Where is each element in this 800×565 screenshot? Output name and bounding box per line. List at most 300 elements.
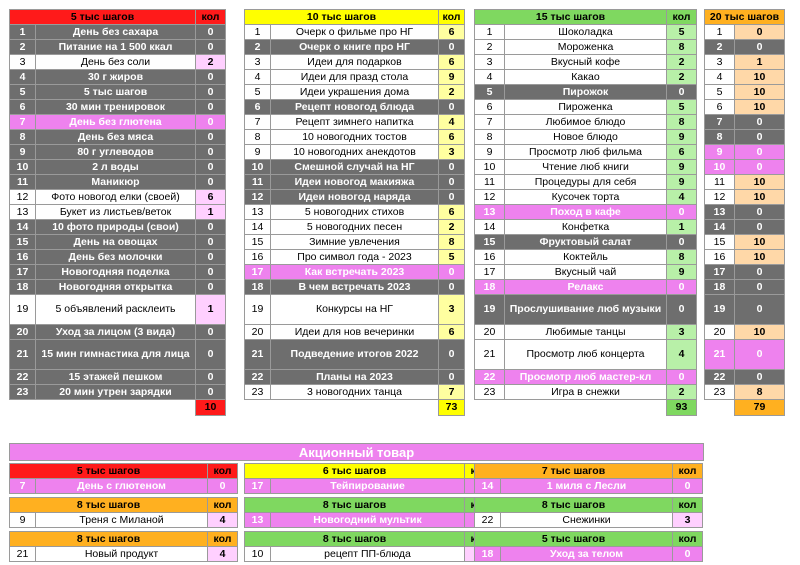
row-number: 10 (245, 159, 271, 174)
row-number: 5 (10, 84, 36, 99)
row-number: 12 (475, 189, 505, 204)
task-name: Идеи для подарков (271, 54, 439, 69)
section-title: 15 тыс шагов (475, 10, 667, 25)
table-row (245, 219, 465, 234)
table-row (705, 24, 785, 39)
table-row (475, 279, 697, 294)
table-row (705, 339, 785, 369)
task-count[interactable]: 0 (196, 99, 226, 114)
task-count[interactable]: 9 (439, 69, 465, 84)
row-number: 9 (245, 144, 271, 159)
task-name: Шоколадка (505, 24, 667, 39)
task-count[interactable]: 0 (735, 219, 785, 234)
table-row (705, 324, 785, 339)
row-number: 5 (705, 84, 735, 99)
promo-item (244, 497, 495, 528)
task-count[interactable]: 0 (667, 294, 697, 324)
task-name: Идеи для празд стола (271, 69, 439, 84)
task-count[interactable]: 0 (735, 144, 785, 159)
task-count[interactable]: 2 (439, 219, 465, 234)
task-count[interactable]: 0 (196, 264, 226, 279)
kol-header: кол (673, 464, 703, 479)
task-name: Поход в кафе (505, 204, 667, 219)
task-name: Новогодний мультик (271, 513, 465, 528)
row-number: 9 (10, 144, 36, 159)
task-name: 30 мин тренировок (36, 99, 196, 114)
promo-title: 8 тыс шагов (10, 532, 208, 547)
row-number: 18 (705, 279, 735, 294)
task-count[interactable]: 10 (735, 249, 785, 264)
row-number: 1 (245, 24, 271, 39)
table-row (10, 144, 226, 159)
table-row (705, 159, 785, 174)
table-row (705, 54, 785, 69)
task-count[interactable]: 0 (439, 369, 465, 384)
row-number: 12 (10, 189, 36, 204)
task-count[interactable]: 0 (667, 84, 697, 99)
table-row (245, 159, 465, 174)
row-number: 18 (475, 279, 505, 294)
task-name: Пироженка (505, 99, 667, 114)
task-count[interactable]: 0 (735, 159, 785, 174)
table-row (475, 144, 697, 159)
task-count[interactable]: 9 (667, 129, 697, 144)
task-count[interactable]: 0 (196, 219, 226, 234)
task-count[interactable]: 0 (673, 547, 703, 562)
table-row (475, 547, 703, 562)
task-count[interactable]: 0 (196, 384, 226, 399)
row-number: 15 (705, 234, 735, 249)
table-row (705, 174, 785, 189)
table-row (705, 39, 785, 54)
task-name: 10 фото природы (свои) (36, 219, 196, 234)
task-count[interactable]: 10 (735, 99, 785, 114)
task-count[interactable]: 0 (196, 339, 226, 369)
task-count[interactable]: 3 (439, 144, 465, 159)
task-count[interactable]: 2 (196, 54, 226, 69)
table-row (10, 114, 226, 129)
kol-header: кол (208, 498, 238, 513)
task-count[interactable]: 0 (735, 294, 785, 324)
table-row (10, 84, 226, 99)
row-number: 6 (705, 99, 735, 114)
promo-item (474, 463, 703, 494)
row-number: 4 (475, 69, 505, 84)
task-count[interactable]: 2 (667, 54, 697, 69)
task-count[interactable]: 6 (196, 189, 226, 204)
row-number: 5 (245, 84, 271, 99)
task-count[interactable]: 0 (735, 264, 785, 279)
table-row (10, 189, 226, 204)
promo-item (9, 463, 238, 494)
task-name: Просмотр люб фильма (505, 144, 667, 159)
task-name: 2 л воды (36, 159, 196, 174)
task-name: День с глютеном (36, 479, 208, 494)
table-row (245, 324, 465, 339)
promo-item (244, 531, 495, 562)
promo-header (245, 464, 495, 479)
task-count[interactable]: 9 (667, 159, 697, 174)
table-row (705, 234, 785, 249)
table-row (245, 189, 465, 204)
table-row (475, 479, 703, 494)
task-count[interactable]: 0 (196, 234, 226, 249)
kol-header: кол (673, 498, 703, 513)
task-count[interactable]: 0 (439, 189, 465, 204)
task-name: Идеи украшения дома (271, 84, 439, 99)
row-number: 19 (10, 294, 36, 324)
row-number: 14 (705, 219, 735, 234)
task-name: 15 этажей пешком (36, 369, 196, 384)
row-number: 21 (705, 339, 735, 369)
promo-item (474, 497, 703, 528)
row-number: 9 (705, 144, 735, 159)
row-number: 13 (10, 204, 36, 219)
row-number: 11 (245, 174, 271, 189)
task-count[interactable]: 8 (667, 114, 697, 129)
total-row (10, 399, 226, 415)
task-name: Подведение итогов 2022 (271, 339, 439, 369)
row-number: 3 (10, 54, 36, 69)
table-row (245, 369, 465, 384)
task-count[interactable]: 2 (667, 384, 697, 399)
section-total: 79 (735, 399, 785, 415)
table-row (705, 369, 785, 384)
task-count[interactable]: 8 (439, 234, 465, 249)
table-row (475, 339, 697, 369)
section-header (10, 10, 226, 25)
row-number: 2 (245, 39, 271, 54)
row-number: 8 (245, 129, 271, 144)
table-row (10, 69, 226, 84)
row-number: 10 (245, 547, 271, 562)
promo-title: 7 тыс шагов (475, 464, 673, 479)
task-name: День без молочки (36, 249, 196, 264)
row-number: 6 (245, 99, 271, 114)
table-row (245, 24, 465, 39)
task-count[interactable]: 0 (735, 39, 785, 54)
table-row (245, 114, 465, 129)
task-count[interactable]: 0 (439, 279, 465, 294)
table-row (10, 234, 226, 249)
task-count[interactable]: 8 (667, 39, 697, 54)
task-name: Уход за лицом (3 вида) (36, 324, 196, 339)
row-number: 22 (475, 513, 501, 528)
task-name: Мороженка (505, 39, 667, 54)
task-count[interactable]: 6 (439, 24, 465, 39)
promo-title: 8 тыс шагов (245, 532, 465, 547)
table-row (475, 84, 697, 99)
table-row (475, 69, 697, 84)
task-count[interactable]: 0 (673, 479, 703, 494)
table-row (245, 279, 465, 294)
task-count[interactable]: 9 (667, 264, 697, 279)
table-row (475, 114, 697, 129)
task-name: День без мяса (36, 129, 196, 144)
task-count[interactable]: 4 (208, 513, 238, 528)
table-row (245, 294, 465, 324)
task-count[interactable]: 9 (667, 174, 697, 189)
task-count[interactable]: 10 (735, 69, 785, 84)
section-table-3 (474, 9, 697, 416)
task-count[interactable]: 0 (196, 174, 226, 189)
promo-header (10, 532, 238, 547)
task-count[interactable]: 10 (735, 174, 785, 189)
row-number: 3 (245, 54, 271, 69)
kol-header: кол (465, 532, 495, 547)
row-number: 13 (475, 204, 505, 219)
row-number: 11 (705, 174, 735, 189)
table-row (475, 54, 697, 69)
task-count[interactable]: 0 (439, 174, 465, 189)
table-row (475, 174, 697, 189)
row-number: 10 (705, 159, 735, 174)
kol-header: кол (439, 10, 465, 25)
section-title: 20 тыс шагов (705, 10, 785, 25)
task-count[interactable]: 3 (673, 513, 703, 528)
row-number: 23 (10, 384, 36, 399)
task-count[interactable]: 0 (735, 339, 785, 369)
task-name: рецепт ПП-блюда (271, 547, 465, 562)
task-count[interactable]: 7 (439, 384, 465, 399)
row-number: 21 (10, 339, 36, 369)
promo-item (244, 463, 495, 494)
table-row (10, 39, 226, 54)
kol-header: кол (673, 532, 703, 547)
task-count[interactable]: 0 (196, 39, 226, 54)
task-count[interactable]: 10 (735, 84, 785, 99)
task-count[interactable]: 6 (439, 204, 465, 219)
task-count[interactable]: 5 (667, 99, 697, 114)
task-count[interactable]: 0 (735, 279, 785, 294)
task-count[interactable]: 8 (667, 249, 697, 264)
task-count[interactable]: 0 (735, 24, 785, 39)
task-count[interactable]: 0 (196, 324, 226, 339)
task-name: Про символ года - 2023 (271, 249, 439, 264)
task-count[interactable]: 5 (439, 249, 465, 264)
table-row (10, 324, 226, 339)
promo-banner: Акционный товар (9, 443, 704, 461)
promo-header (475, 498, 703, 513)
row-number: 21 (475, 339, 505, 369)
task-count[interactable]: 4 (208, 547, 238, 562)
table-row (10, 513, 238, 528)
task-count[interactable]: 0 (667, 369, 697, 384)
task-count[interactable]: 0 (196, 249, 226, 264)
row-number: 14 (245, 219, 271, 234)
task-name: Какао (505, 69, 667, 84)
task-count[interactable]: 4 (667, 339, 697, 369)
row-number: 21 (245, 339, 271, 369)
section-table-1 (9, 9, 226, 416)
task-count[interactable]: 0 (196, 159, 226, 174)
task-count[interactable]: 0 (196, 69, 226, 84)
row-number: 2 (705, 39, 735, 54)
total-row (245, 399, 465, 415)
task-count[interactable]: 1 (667, 219, 697, 234)
task-count[interactable]: 1 (196, 294, 226, 324)
row-number: 22 (475, 369, 505, 384)
task-name: Букет из листьев/веток (36, 204, 196, 219)
row-number: 18 (10, 279, 36, 294)
row-number: 20 (705, 324, 735, 339)
task-count[interactable]: 0 (196, 369, 226, 384)
task-name: День на овощах (36, 234, 196, 249)
row-number: 22 (10, 369, 36, 384)
table-row (245, 144, 465, 159)
row-number: 21 (10, 547, 36, 562)
task-name: Пирожок (505, 84, 667, 99)
task-count[interactable]: 0 (735, 369, 785, 384)
table-row (245, 129, 465, 144)
table-row (475, 234, 697, 249)
task-count[interactable]: 1 (196, 204, 226, 219)
task-count[interactable]: 0 (208, 479, 238, 494)
kol-header: кол (208, 532, 238, 547)
table-row (475, 384, 697, 399)
table-row (705, 279, 785, 294)
promo-header (10, 498, 238, 513)
task-count[interactable]: 3 (667, 324, 697, 339)
table-row (475, 264, 697, 279)
task-name: В чем встречать 2023 (271, 279, 439, 294)
table-row (10, 159, 226, 174)
row-number: 16 (10, 249, 36, 264)
task-name: 15 мин гимнастика для лица (36, 339, 196, 369)
task-name: Треня с Миланой (36, 513, 208, 528)
table-row (705, 219, 785, 234)
task-count[interactable]: 0 (667, 279, 697, 294)
task-name: 1 миля с Лесли (501, 479, 673, 494)
table-row (245, 204, 465, 219)
task-name: Новогодняя поделка (36, 264, 196, 279)
task-count[interactable]: 0 (439, 99, 465, 114)
row-number: 16 (475, 249, 505, 264)
task-count[interactable]: 4 (439, 114, 465, 129)
task-name: Любимые танцы (505, 324, 667, 339)
task-count[interactable]: 1 (735, 54, 785, 69)
task-count[interactable]: 0 (196, 24, 226, 39)
kol-header: кол (196, 10, 226, 25)
promo-title: 8 тыс шагов (10, 498, 208, 513)
table-row (10, 384, 226, 399)
task-count[interactable]: 0 (735, 204, 785, 219)
task-name: 3 новогодних танца (271, 384, 439, 399)
table-row (10, 129, 226, 144)
task-count[interactable]: 0 (439, 264, 465, 279)
table-row (705, 189, 785, 204)
task-count[interactable]: 6 (439, 54, 465, 69)
row-number: 2 (475, 39, 505, 54)
task-count[interactable]: 10 (735, 234, 785, 249)
section-header (475, 10, 697, 25)
task-count[interactable]: 0 (439, 339, 465, 369)
table-row (245, 54, 465, 69)
task-count[interactable]: 0 (196, 129, 226, 144)
task-name: Смешной случай на НГ (271, 159, 439, 174)
table-row (475, 369, 697, 384)
table-row (705, 384, 785, 399)
task-count[interactable]: 2 (667, 69, 697, 84)
task-count[interactable]: 6 (667, 144, 697, 159)
task-count[interactable]: 0 (439, 39, 465, 54)
task-count[interactable]: 2 (439, 84, 465, 99)
table-row (245, 547, 495, 562)
table-row (475, 39, 697, 54)
row-number: 11 (10, 174, 36, 189)
table-row (705, 294, 785, 324)
table-row (705, 99, 785, 114)
task-count[interactable]: 0 (439, 159, 465, 174)
table-row (705, 249, 785, 264)
promo-title: 8 тыс шагов (245, 498, 465, 513)
table-row (245, 513, 495, 528)
total-row (475, 399, 697, 415)
task-count[interactable]: 6 (439, 129, 465, 144)
table-row (245, 69, 465, 84)
task-count[interactable]: 5 (667, 24, 697, 39)
promo-item (9, 497, 238, 528)
task-name: Идеи для нов вечеринки (271, 324, 439, 339)
section-title: 10 тыс шагов (245, 10, 439, 25)
task-count[interactable]: 6 (439, 324, 465, 339)
task-count[interactable]: 0 (735, 114, 785, 129)
task-name: Фруктовый салат (505, 234, 667, 249)
task-count[interactable]: 0 (196, 279, 226, 294)
task-name: Новый продукт (36, 547, 208, 562)
table-row (705, 69, 785, 84)
task-name: 5 тыс шагов (36, 84, 196, 99)
task-count[interactable]: 10 (735, 324, 785, 339)
row-number: 17 (245, 264, 271, 279)
task-count[interactable]: 10 (735, 189, 785, 204)
task-name: Идеи новогод макияжа (271, 174, 439, 189)
table-row (475, 513, 703, 528)
task-count[interactable]: 4 (667, 189, 697, 204)
table-row (245, 384, 465, 399)
promo-header (475, 532, 703, 547)
table-row (705, 84, 785, 99)
section-table-4 (704, 9, 785, 416)
task-count[interactable]: 3 (439, 294, 465, 324)
kol-header: кол (465, 464, 495, 479)
table-row (10, 369, 226, 384)
table-row (10, 99, 226, 114)
promo-header (245, 532, 495, 547)
row-number: 15 (245, 234, 271, 249)
row-number: 8 (475, 129, 505, 144)
task-count[interactable]: 0 (735, 129, 785, 144)
row-number: 8 (10, 129, 36, 144)
task-count[interactable]: 0 (196, 144, 226, 159)
task-count[interactable]: 0 (667, 234, 697, 249)
section-total: 93 (667, 399, 697, 415)
table-row (705, 129, 785, 144)
task-name: Новогодняя открытка (36, 279, 196, 294)
task-count[interactable]: 0 (667, 204, 697, 219)
row-number: 7 (475, 114, 505, 129)
row-number: 18 (245, 279, 271, 294)
row-number: 20 (475, 324, 505, 339)
task-count[interactable]: 0 (196, 84, 226, 99)
task-count[interactable]: 8 (735, 384, 785, 399)
promo-header (10, 464, 238, 479)
task-count[interactable]: 0 (196, 114, 226, 129)
task-name: 80 г углеводов (36, 144, 196, 159)
row-number: 1 (10, 24, 36, 39)
task-name: Очерк о книге про НГ (271, 39, 439, 54)
row-number: 11 (475, 174, 505, 189)
